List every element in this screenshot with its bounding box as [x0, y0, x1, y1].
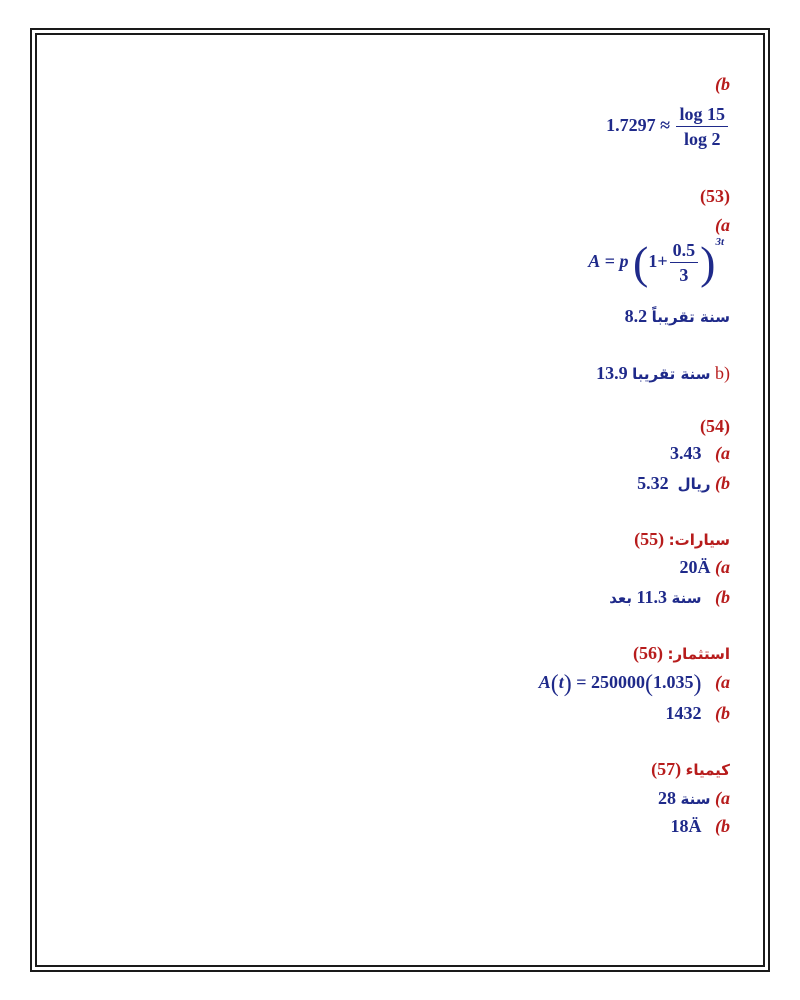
q54-b-line [637, 473, 730, 494]
q57-b-value: 18Ä [670, 816, 702, 836]
q52b-label: (b [715, 74, 730, 94]
q53-exponent: 3t [715, 236, 724, 248]
q52b-numerator: log 15 [676, 104, 728, 127]
q56-paren-base-right: ) [693, 671, 702, 697]
q53-fraction [670, 240, 699, 286]
q55-b-prefix: بعد [609, 589, 632, 607]
q52b-label-line [715, 74, 730, 95]
q53-a-answer [625, 306, 730, 327]
q56-paren-t-left: ( [550, 671, 559, 697]
q56-a-label: (a [715, 672, 730, 693]
q54-a-value: 3.43 [670, 443, 702, 463]
q57-a-line [658, 788, 730, 809]
q57-a-value: 28 [658, 788, 677, 808]
q56-formula-a: A [538, 672, 551, 693]
q56-title-line [633, 643, 730, 664]
q53-number-line [700, 186, 730, 207]
q56-b-value: 1432 [665, 703, 702, 723]
q56-formula-base: 1.035 [653, 672, 694, 693]
q54-b-unit: ريال [677, 475, 711, 493]
q55-b-label: (b [715, 587, 730, 607]
q53-paren-left: ( [633, 237, 649, 288]
q55-b-value: 11.3 [636, 587, 668, 607]
q55-a-value: 20Ä [679, 557, 711, 577]
q53-formula-eq: = [604, 251, 616, 272]
q54-a-line [670, 443, 730, 464]
q53-formula-p: p [619, 251, 629, 272]
q53-formula-plus: + [657, 251, 668, 272]
q55-b-line [609, 587, 730, 608]
q57-b-label: (b [715, 816, 730, 836]
q55-a-line [680, 557, 731, 578]
q56-formula-rhs: = 250000 [576, 672, 645, 693]
q53-a-answer-text: سنة تقريباً [651, 308, 730, 326]
q53-b-answer [596, 363, 730, 384]
q52b-equation [606, 104, 730, 150]
q57-title-line [651, 759, 730, 780]
q54-b-label: (b [715, 473, 730, 493]
q53-b-label: b) [715, 363, 730, 383]
q55-b-unit: سنة [671, 589, 702, 607]
q55-a-label: (a [715, 557, 730, 577]
q57-title: كيمياء [685, 761, 730, 779]
page-border-inner [35, 33, 765, 967]
q53-a-label-line [715, 215, 730, 236]
q53-formula [588, 236, 724, 288]
q54-a-label: (a [715, 443, 730, 463]
q53-formula-one: 1 [648, 251, 658, 272]
q54-number: (54) [700, 416, 730, 436]
q53-paren-right: ) [700, 237, 716, 288]
q56-formula-t: t [558, 672, 564, 693]
q55-title-line [634, 529, 730, 550]
q52b-approx: ≈ [660, 115, 670, 136]
q53-numerator: 0.5 [670, 240, 699, 263]
q56-number: (56) [633, 643, 664, 663]
q53-a-label: (a [715, 215, 730, 235]
q53-number: (53) [700, 186, 730, 206]
q53-formula-lhs: A [588, 251, 601, 272]
q54-b-value: 5.32 [637, 473, 669, 493]
q54-number-line [700, 416, 730, 437]
q53-denominator: 3 [679, 265, 689, 285]
q57-number: (57) [651, 759, 682, 779]
q53-a-answer-value: 8.2 [624, 306, 648, 326]
q57-b-line [671, 816, 731, 837]
q53-b-answer-text: سنة تقريبا [632, 365, 711, 383]
q52b-value: 1.7297 [606, 115, 656, 136]
q53-b-answer-value: 13.9 [596, 363, 628, 383]
q56-b-label: (b [715, 703, 730, 723]
q56-paren-t-right: ) [563, 671, 572, 697]
q52b-fraction [676, 104, 728, 150]
q57-a-unit: سنة [680, 790, 711, 808]
q56-b-line [666, 703, 731, 724]
q55-number: (55) [634, 529, 665, 549]
q56-paren-base-left: ( [645, 671, 653, 697]
q56-a-line [539, 672, 730, 696]
q52b-denominator: log 2 [683, 129, 721, 149]
q56-title: استثمار: [667, 645, 730, 663]
q57-a-label: (a [715, 788, 730, 808]
q55-title: سيارات: [668, 531, 730, 549]
